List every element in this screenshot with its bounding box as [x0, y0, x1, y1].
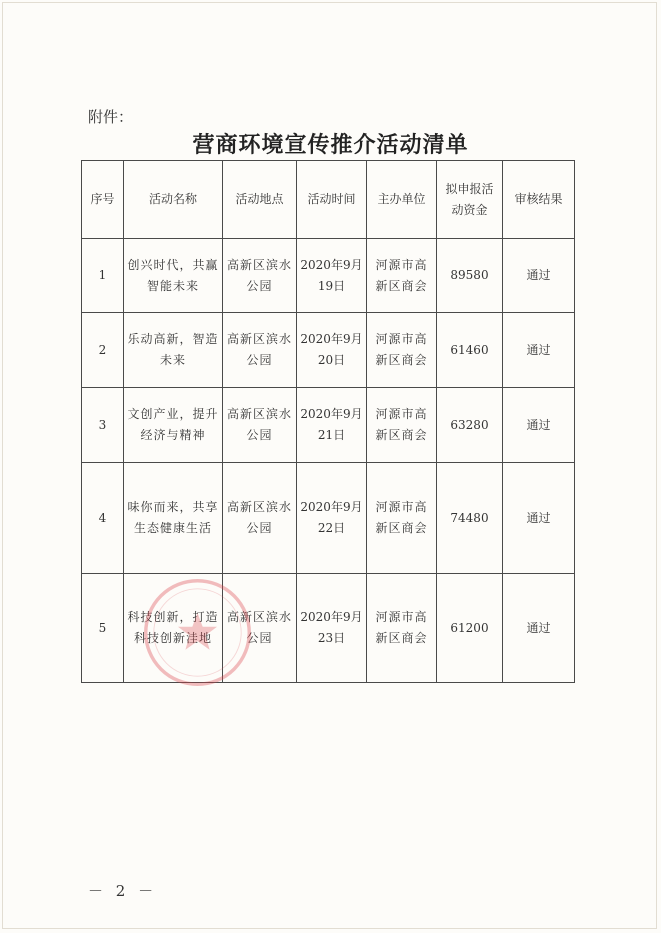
cell-venue: 高新区滨水公园: [223, 388, 297, 463]
header-no: 序号: [82, 161, 124, 239]
cell-name: 创兴时代，共赢智能未来: [124, 239, 223, 313]
cell-date: 2020年9月19日: [297, 239, 367, 313]
cell-organizer: 河源市高新区商会: [367, 463, 437, 574]
document-title: 营商环境宣传推介活动清单: [192, 132, 469, 158]
table-row: [82, 239, 575, 313]
table-header-row: [82, 161, 575, 239]
cell-result: 通过: [503, 463, 575, 574]
cell-result: 通过: [503, 574, 575, 683]
cell-organizer: 河源市高新区商会: [367, 574, 437, 683]
page-number: － 2 －: [88, 882, 158, 900]
cell-no: 4: [82, 463, 124, 574]
table-row: [82, 463, 575, 574]
cell-date: 2020年9月23日: [297, 574, 367, 683]
cell-venue: 高新区滨水公园: [223, 463, 297, 574]
table-row: [82, 388, 575, 463]
cell-no: 1: [82, 239, 124, 313]
cell-date: 2020年9月21日: [297, 388, 367, 463]
cell-funds: 61200: [437, 574, 503, 683]
cell-name: 乐动高新，智造未来: [124, 313, 223, 388]
cell-result: 通过: [503, 313, 575, 388]
header-funds: 拟申报活动资金: [437, 161, 503, 239]
cell-organizer: 河源市高新区商会: [367, 388, 437, 463]
cell-result: 通过: [503, 239, 575, 313]
header-result: 审核结果: [503, 161, 575, 239]
cell-organizer: 河源市高新区商会: [367, 313, 437, 388]
cell-name: 科技创新，打造科技创新洼地: [124, 574, 223, 683]
header-name: 活动名称: [124, 161, 223, 239]
cell-no: 3: [82, 388, 124, 463]
cell-venue: 高新区滨水公园: [223, 574, 297, 683]
cell-venue: 高新区滨水公园: [223, 239, 297, 313]
cell-venue: 高新区滨水公园: [223, 313, 297, 388]
header-date: 活动时间: [297, 161, 367, 239]
header-organizer: 主办单位: [367, 161, 437, 239]
cell-funds: 89580: [437, 239, 503, 313]
cell-name: 味你而来，共享生态健康生活: [124, 463, 223, 574]
cell-date: 2020年9月22日: [297, 463, 367, 574]
table-row: [82, 313, 575, 388]
attachment-label: 附件：: [88, 108, 134, 126]
cell-funds: 74480: [437, 463, 503, 574]
cell-date: 2020年9月20日: [297, 313, 367, 388]
cell-name: 文创产业，提升经济与精神: [124, 388, 223, 463]
cell-no: 2: [82, 313, 124, 388]
official-seal-stamp: [140, 575, 255, 690]
cell-funds: 63280: [437, 388, 503, 463]
header-venue: 活动地点: [223, 161, 297, 239]
cell-funds: 61460: [437, 313, 503, 388]
cell-organizer: 河源市高新区商会: [367, 239, 437, 313]
cell-result: 通过: [503, 388, 575, 463]
cell-no: 5: [82, 574, 124, 683]
